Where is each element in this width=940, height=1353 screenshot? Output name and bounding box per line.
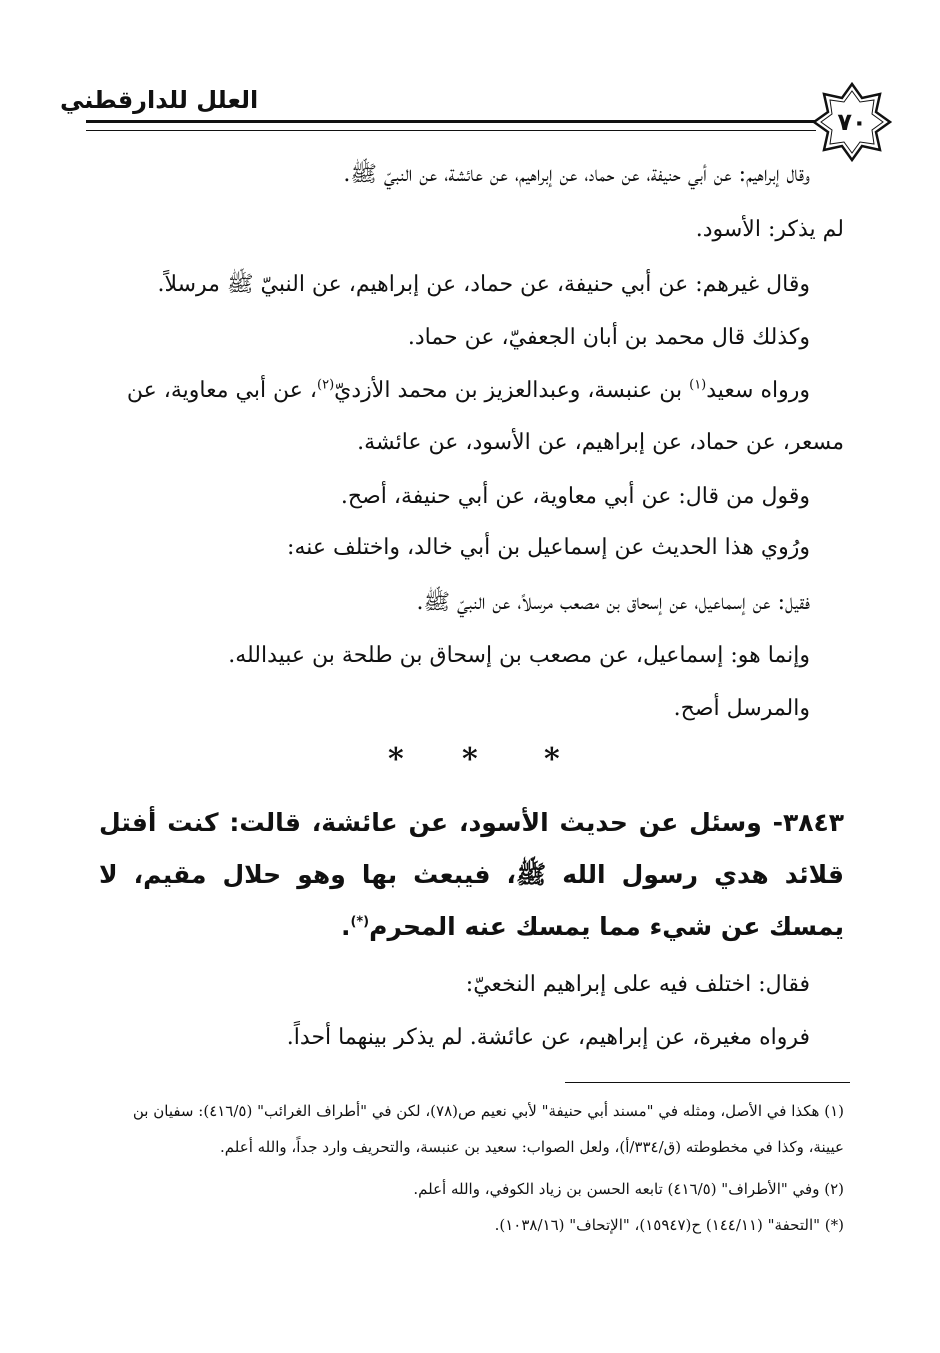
footnote-rule: [565, 1082, 850, 1083]
body-line-with-footnotes: [90, 376, 810, 406]
body-line: لم يذكر: الأسود.: [695, 217, 844, 242]
body-text-segment: ، عن أبي معاوية، عن: [126, 378, 318, 403]
body-line: مسعر، عن حماد، عن إبراهيم، عن الأسود، عن عائشة.: [357, 430, 844, 455]
footnote-ref-1: (١): [689, 377, 707, 393]
entry-text: ٣٨٤٣- وسئل عن حديث الأسود، عن عائشة، قالت: كنت أفتل قلائد هدي رسول الله ﷺ، فيبعث بها وهو حلال مقيم، لا يمسك عن شيء مما يمسك عنه المحرم: [99, 808, 844, 941]
body-text-segment: بن عنبسة، وعبدالعزيز بن محمد الأزديّ: [334, 378, 690, 403]
page-number-badge: [812, 82, 892, 162]
answer-line: فقال: اختلف فيه على إبراهيم النخعيّ:: [465, 972, 810, 997]
header-rule: [86, 120, 816, 131]
body-line: فقيل: عن إسماعيل، عن إسحاق بن مصعب مرسلاً، عن النبيّ ﷺ.: [416, 590, 810, 615]
footnote-source: (*) "التحفة" (١٤٤/١١) ح(١٥٩٤٧)، "الإتحاف" (١٠٣٨/١٦).: [494, 1216, 844, 1234]
footnote-1: (١) هكذا في الأصل، ومثله في "مسند أبي حنيفة" لأبي نعيم ص(٧٨)، لكن في "أطراف الغرائب" (٤١٦/٥): سفيان بن: [132, 1102, 844, 1120]
body-line: وكذلك قال محمد بن أبان الجعفيّ، عن حماد.: [407, 325, 810, 350]
page-number: ٧٠: [837, 108, 867, 136]
footnote-ref-2: (٢): [317, 377, 335, 393]
body-line: والمرسل أصح.: [673, 696, 810, 721]
separator-star: *: [544, 742, 560, 777]
body-line: ورُوي هذا الحديث عن إسماعيل بن أبي خالد، واختلف عنه:: [287, 535, 810, 560]
separator-star: *: [388, 742, 404, 777]
section-separator: [360, 742, 580, 777]
body-line: وإنما هو: إسماعيل، عن مصعب بن إسحاق بن طلحة بن عبيدالله.: [228, 643, 810, 668]
body-line: وقال إبراهيم: عن أبي حنيفة، عن حماد، عن إبراهيم، عن عائشة، عن النبيّ ﷺ.: [343, 162, 810, 187]
entry-end: .: [340, 912, 351, 941]
body-line: وقول من قال: عن أبي معاوية، عن أبي حنيفة، أصح.: [340, 484, 810, 509]
body-text-segment: ورواه سعيد: [706, 378, 810, 403]
book-title: العلل للدارقطني: [60, 86, 259, 114]
footnote-2: (٢) وفي "الأطراف" (٤١٦/٥) تابعه الحسن بن زياد الكوفي، والله أعلم.: [413, 1180, 844, 1198]
hadith-entry: [99, 797, 844, 953]
separator-star: *: [462, 742, 478, 777]
body-line: وقال غيرهم: عن أبي حنيفة، عن حماد، عن إبراهيم، عن النبيّ ﷺ مرسلاً.: [157, 272, 810, 297]
answer-line: فرواه مغيرة، عن إبراهيم، عن عائشة. لم يذكر بينهما أحداً.: [286, 1025, 810, 1050]
entry-marker: (*): [350, 914, 370, 930]
footnote-1-continued: عيينة، وكذا في مخطوطته (ق/٣٣٤/أ)، ولعل الصواب: سعيد بن عنبسة، والتحريف وارد جداً، والله أعلم.: [220, 1138, 844, 1156]
